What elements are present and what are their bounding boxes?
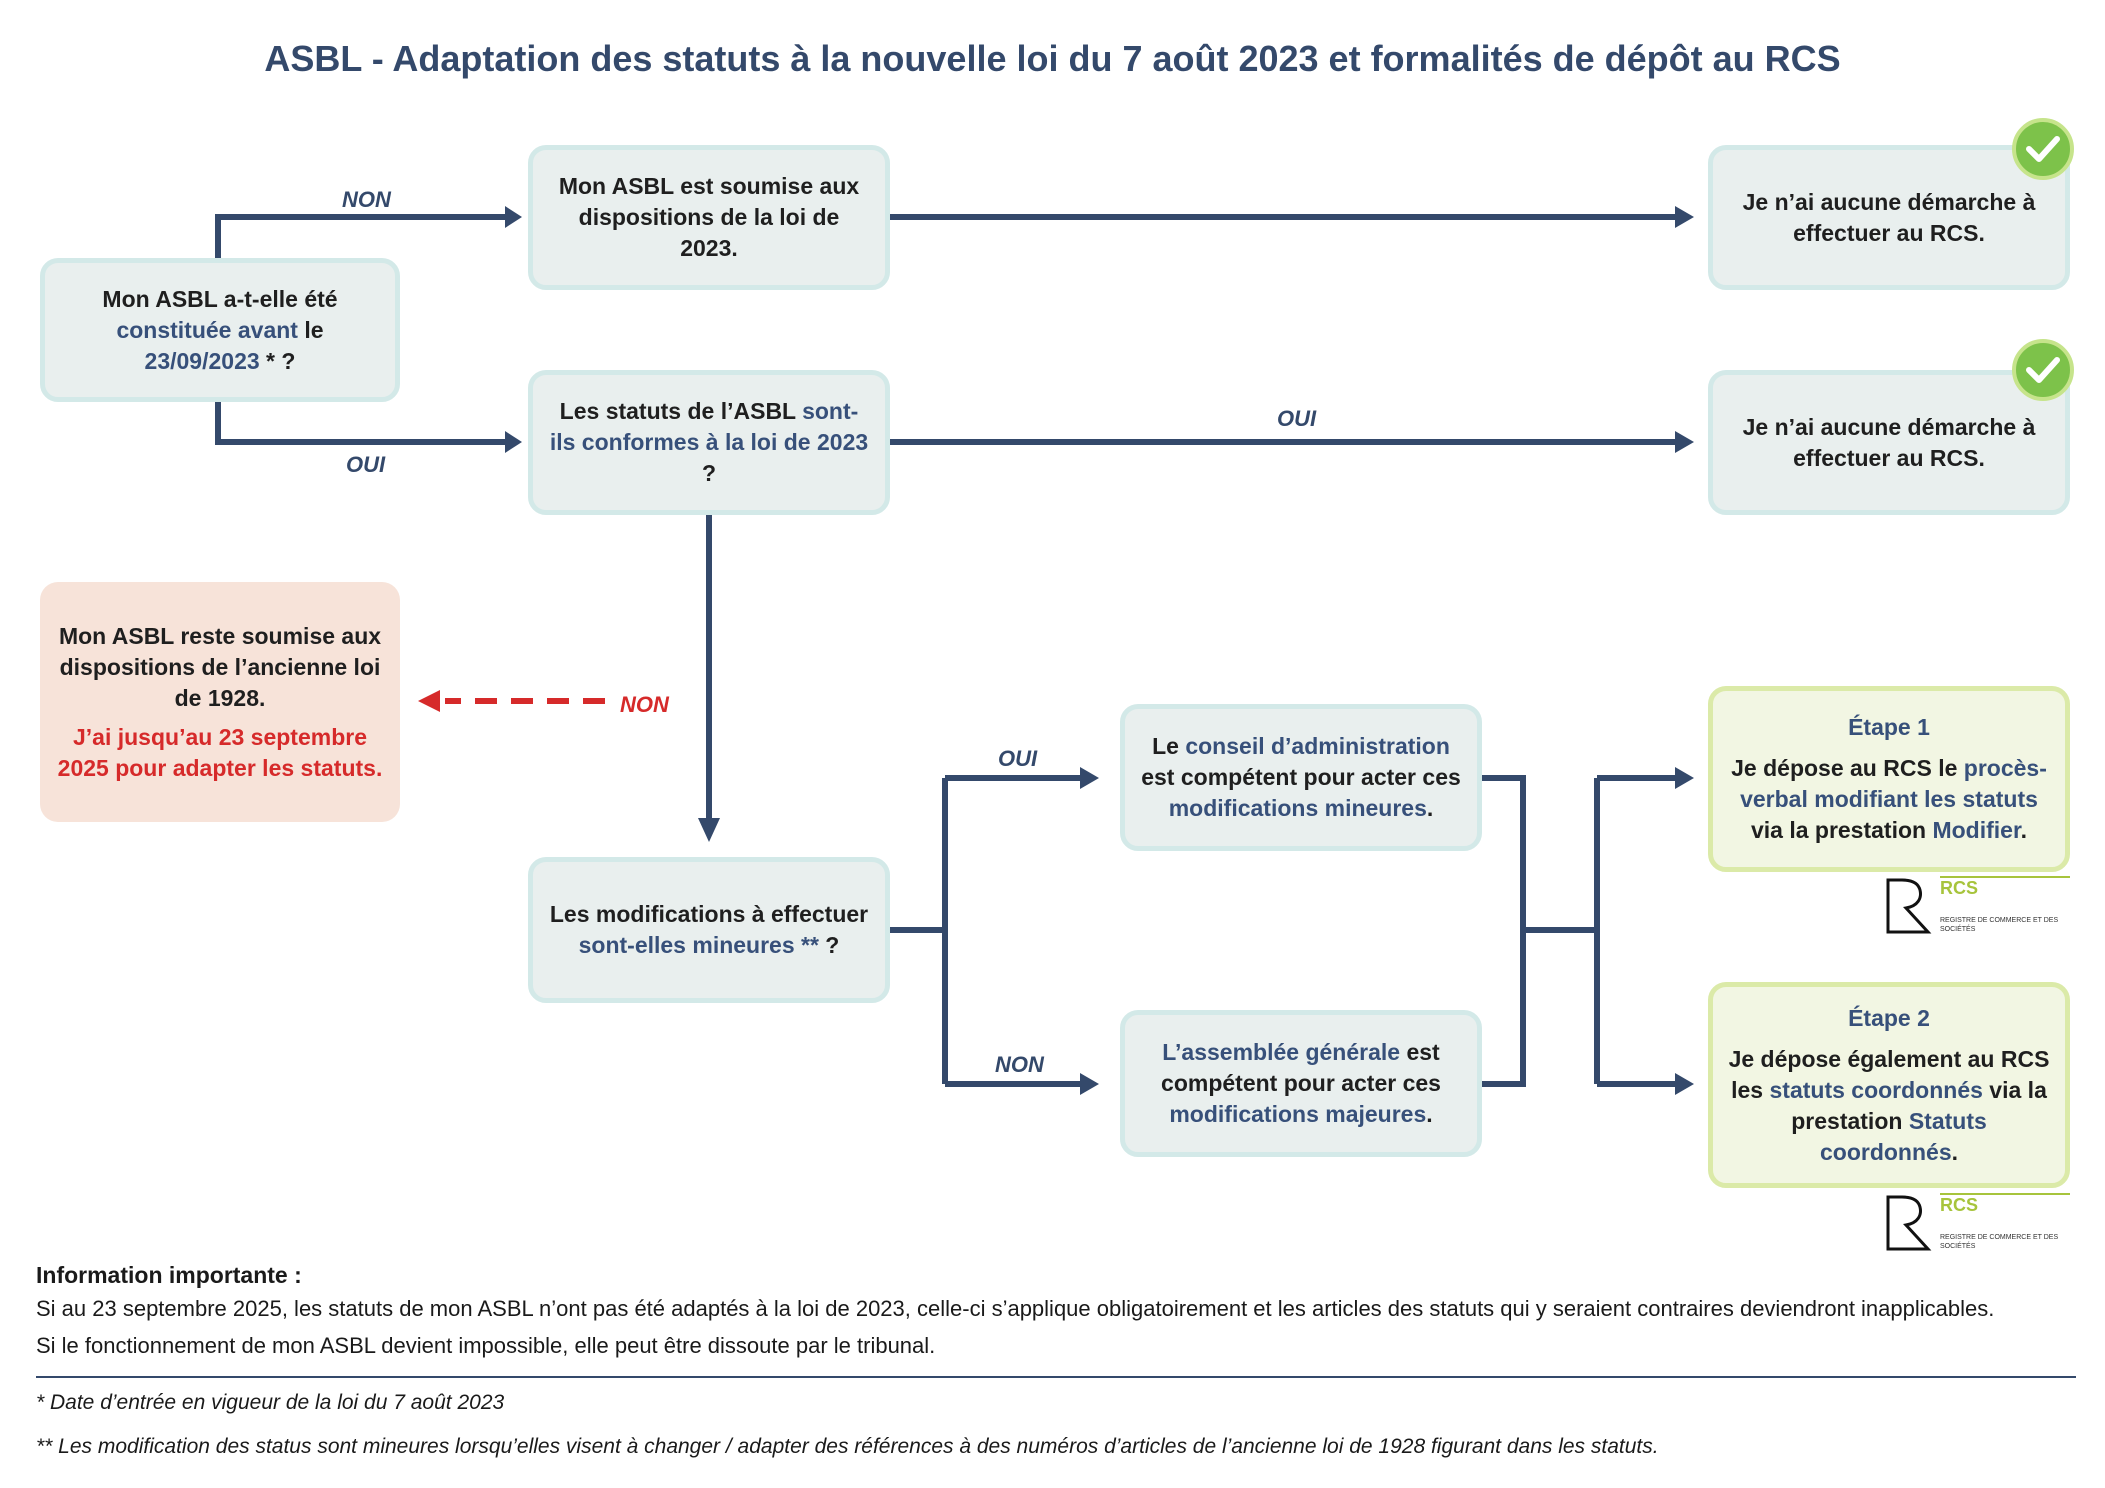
no-action-box-2: Je n’ai aucune démarche à effectuer au RCS.: [1708, 370, 2070, 515]
step2-box: Étape 2 Je dépose également au RCS les statuts coordonnés via la prestation Statuts coordonnés.: [1708, 982, 2070, 1188]
label-oui-minor: OUI: [998, 746, 1038, 771]
check-icon: [2012, 118, 2074, 180]
rcs-logo: RCS REGISTRE DE COMMERCE ET DES SOCIÉTÉS: [1884, 1193, 2054, 1263]
question-conform-box: Les statuts de l’ASBL sont-ils conformes à la loi de 2023 ?: [528, 370, 890, 515]
old-law-box: Mon ASBL reste soumise aux dispositions de l’ancienne loi de 1928. J’ai jusqu’au 23 septembre 2025 pour adapter les statuts.: [40, 582, 400, 822]
subject-2023-box: Mon ASBL est soumise aux dispositions de la loi de 2023.: [528, 145, 890, 290]
assembly-box: L’assemblée générale est compétent pour acter ces modifications majeures.: [1120, 1010, 1482, 1157]
no-action-box-1: Je n’ai aucune démarche à effectuer au RCS.: [1708, 145, 2070, 290]
merge-lines: [1482, 778, 1597, 1084]
check-icon: [2012, 339, 2074, 401]
step1-box: Étape 1 Je dépose au RCS le procès-verbal modifiant les statuts via la prestation Modifier.: [1708, 686, 2070, 872]
label-non-red: NON: [620, 692, 669, 717]
arrow-minor-branches: [890, 778, 945, 1084]
page-title: ASBL - Adaptation des statuts à la nouvelle loi du 7 août 2023 et formalités de dépôt au RCS: [264, 38, 1841, 79]
info-heading: Information importante :: [36, 1262, 302, 1288]
footnote-2: ** Les modification des status sont mineures lorsqu’elles visent à changer / adapter des références à des numéros d’articles de l’ancienne loi de 1928 figurant dans les statuts.: [36, 1435, 1659, 1458]
arrow-oui-to-conform: [218, 400, 505, 442]
rcs-logo: RCS REGISTRE DE COMMERCE ET DES SOCIÉTÉS: [1884, 876, 2054, 946]
label-non-minor: NON: [995, 1052, 1044, 1077]
label-oui-mid: OUI: [1277, 406, 1317, 431]
label-non-top: NON: [342, 187, 391, 212]
arrow-non-to-subject: [218, 217, 505, 258]
footnote-1: * Date d’entrée en vigueur de la loi du 7 août 2023: [36, 1391, 505, 1414]
rcs-logo-icon: [1884, 1193, 1932, 1253]
info-line-2: Si le fonctionnement de mon ASBL devient impossible, elle peut être dissoute par le tribunal.: [36, 1333, 936, 1358]
label-oui-left: OUI: [346, 452, 386, 477]
question-minor-box: Les modifications à effectuer sont-elles mineures ** ?: [528, 857, 890, 1003]
rcs-logo-icon: [1884, 876, 1932, 936]
board-box: Le conseil d’administration est compétent pour acter ces modifications mineures.: [1120, 704, 1482, 851]
question-constituted-box: Mon ASBL a-t-elle été constituée avant le 23/09/2023 * ?: [40, 258, 400, 402]
info-line-1: Si au 23 septembre 2025, les statuts de mon ASBL n’ont pas été adaptés à la loi de 2023, celle-ci s’applique obligatoirement et les articles des statuts qui y seraient contraires deviendront inapplicables.: [36, 1296, 1995, 1321]
divider: [36, 1376, 2076, 1378]
